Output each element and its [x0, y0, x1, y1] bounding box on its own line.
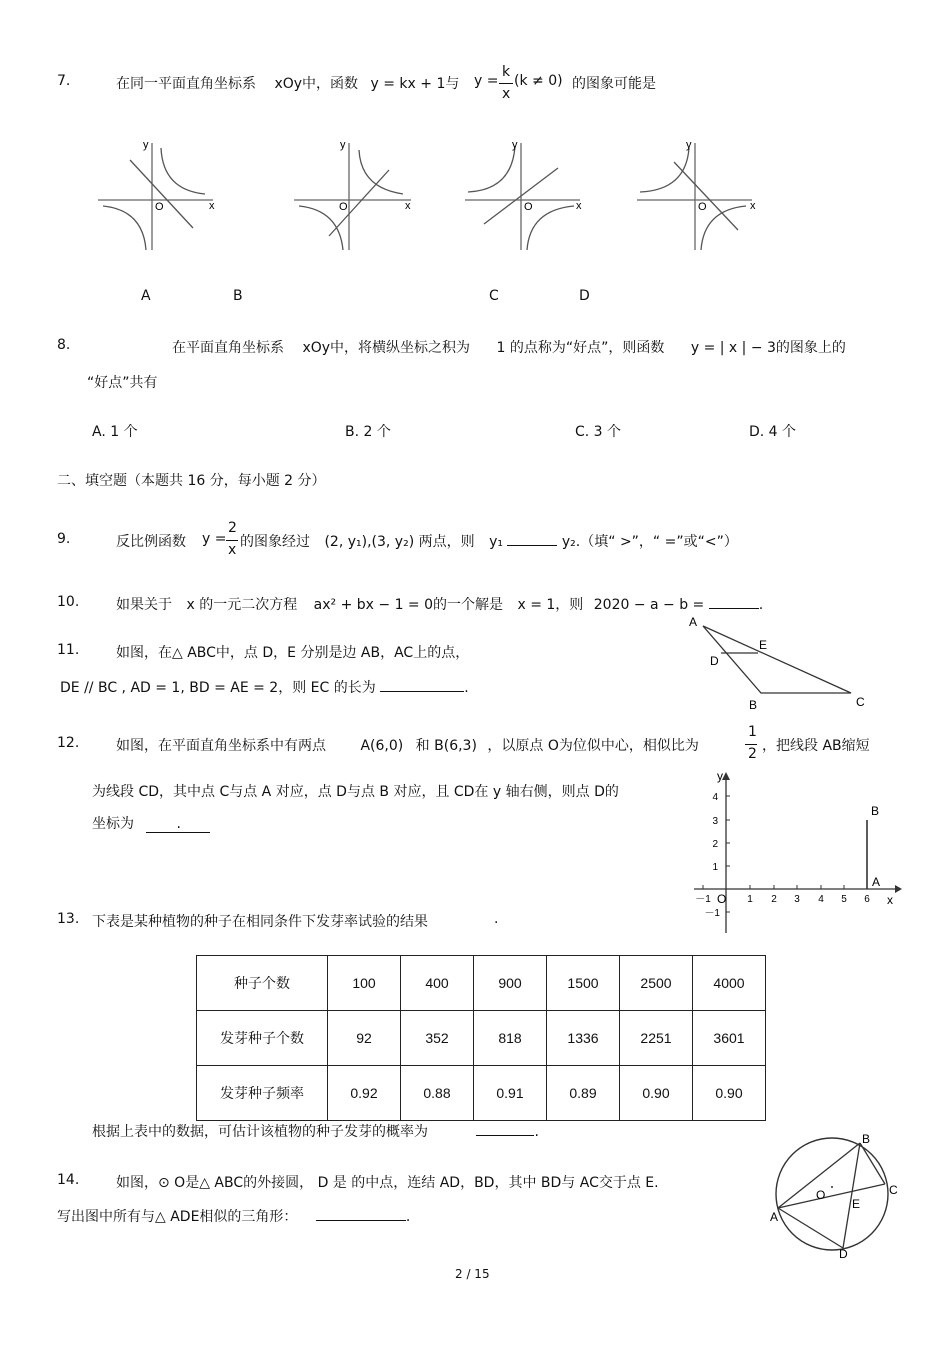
q10-eq: ax² + bx − 1 = 0: [313, 597, 434, 613]
q13-text-end: .: [494, 911, 499, 927]
q10-text-a: 如果关于: [116, 597, 172, 613]
x-axis-label: x: [576, 200, 582, 212]
q10-expr: 2020 − a − b =: [593, 597, 705, 613]
hyperbola-branch: [468, 146, 515, 192]
x-tick-2: 2: [771, 894, 777, 905]
table-cell: 0.88: [401, 1066, 474, 1121]
q14-circle-figure: [765, 1128, 905, 1260]
q12-point-a: A(6,0): [360, 738, 404, 754]
center-dot: [831, 1186, 833, 1188]
segment-bd: [843, 1143, 860, 1248]
table-row: [197, 956, 766, 1011]
q7-option-b: B: [233, 288, 243, 304]
x-tick-6: 6: [864, 894, 870, 905]
q11-line2: [60, 677, 469, 697]
q8-system: xOy: [302, 340, 331, 356]
hyperbola-branch: [161, 148, 205, 194]
table-cell: 0.89: [547, 1066, 620, 1121]
table-cell: 400: [401, 956, 474, 1011]
q7-text-b: 中，函数: [302, 76, 359, 92]
label-c: C: [856, 695, 865, 709]
x-axis-label: x: [209, 200, 215, 212]
point-a-label: A: [872, 875, 881, 889]
q12-line3-text: 坐标为: [92, 816, 134, 832]
q11-answer-blank[interactable]: [380, 691, 464, 692]
q9-points: (2, y₁),(3, y₂): [324, 534, 415, 550]
hyperbola-branch: [527, 206, 574, 250]
point-b-label: B: [871, 804, 880, 818]
q7-text-a: 在同一平面直角坐标系: [116, 76, 256, 92]
origin-label: O: [339, 201, 348, 213]
q10-end: .: [758, 597, 764, 613]
y-tick-4: 4: [712, 792, 718, 803]
table-cell: 92: [328, 1011, 401, 1066]
q9-text-a: 反比例函数: [116, 534, 186, 550]
q9-y1: y₁: [489, 534, 503, 550]
q13-after-text: 根据上表中的数据，可估计该植物的种子发芽的概率为: [92, 1124, 428, 1140]
label-e: E: [852, 1197, 861, 1211]
q12-line3: [92, 813, 210, 833]
q11-end: .: [464, 680, 469, 696]
q8-text-c: 的点称为“好点”，则函数: [509, 340, 665, 356]
hyperbola-branch: [359, 150, 403, 194]
q14-line2-text: 写出图中所有与△ ADE相似的三角形：: [57, 1209, 298, 1225]
q7-f2-bar: [499, 83, 513, 84]
table-cell: 4000: [693, 956, 766, 1011]
label-d: D: [839, 1247, 848, 1260]
q9-text-c: 两点，则: [418, 534, 475, 550]
q7-f2-num: k: [502, 64, 511, 80]
origin-label: O: [698, 201, 707, 213]
segment-bc: [860, 1143, 885, 1184]
y-tick-3: 3: [712, 816, 718, 827]
q12-ratio-num: 1: [748, 724, 757, 740]
table-header-cell: 发芽种子频率: [197, 1066, 328, 1121]
y-axis-label: y: [717, 769, 723, 783]
q9-number: 9.: [57, 531, 71, 547]
x-axis-label: x: [405, 200, 411, 212]
q7-text: [116, 73, 459, 93]
q14-line2: [57, 1206, 410, 1226]
table-cell: 100: [328, 956, 401, 1011]
line-graph: [130, 160, 193, 228]
q13-answer-blank[interactable]: [476, 1135, 534, 1136]
q13-after: [92, 1121, 539, 1141]
q8-choice-a: A. 1 个: [92, 424, 138, 440]
q8-func: y = | x | − 3: [690, 340, 776, 356]
y-tick-neg1: －1: [704, 908, 720, 919]
line-graph: [674, 162, 738, 230]
q10-line: [116, 594, 763, 614]
table-cell: 0.90: [693, 1066, 766, 1121]
q14-answer-blank[interactable]: [316, 1220, 406, 1221]
q12-text-c: ，把线段 AB缩短: [762, 738, 870, 754]
table-cell: 0.92: [328, 1066, 401, 1121]
table-cell: 818: [474, 1011, 547, 1066]
q7-option-a: A: [141, 288, 151, 304]
q8-line2: “好点”共有: [87, 375, 158, 391]
q7-text-d: 的图象可能是: [572, 76, 656, 92]
q9-y2: y₂: [561, 534, 576, 550]
table-cell: 352: [401, 1011, 474, 1066]
x-tick-neg1: －1: [695, 894, 711, 905]
table-row: [197, 1011, 766, 1066]
x-tick-4: 4: [818, 894, 824, 905]
q12-end: .: [176, 816, 181, 832]
q9-rest: [240, 531, 738, 551]
q10-text-b: 的一元二次方程: [199, 597, 298, 613]
q12-point-b: B(6,3): [434, 738, 477, 754]
q9-f-lhs: y =: [202, 531, 227, 547]
y-tick-1: 1: [712, 862, 718, 873]
q7-graph-d: [634, 138, 759, 253]
q12-ratio-den: 2: [748, 746, 757, 762]
hyperbola-branch: [701, 206, 746, 250]
q9-text-b: 的图象经过: [240, 534, 310, 550]
table-cell: 1336: [547, 1011, 620, 1066]
q12-text-b: ，以原点 O为位似中心，相似比为: [487, 738, 699, 754]
q11-line2-text: DE // BC , AD = 1, BD = AE = 2，则 EC 的长为: [60, 680, 376, 696]
q7-graph-a: [95, 138, 220, 253]
table-cell: 2251: [620, 1011, 693, 1066]
q10-var: x: [186, 597, 195, 613]
label-b: B: [862, 1132, 871, 1146]
table-cell: 900: [474, 956, 547, 1011]
origin-label: O: [155, 201, 164, 213]
q13-text: 下表是某种植物的种子在相同条件下发芽率试验的结果: [92, 914, 428, 930]
label-c: C: [889, 1183, 898, 1197]
page-number: 2 / 15: [455, 1267, 490, 1281]
q9-answer-blank[interactable]: [507, 545, 557, 546]
q12-ratio-bar: [745, 744, 757, 745]
q9-f-den: x: [228, 542, 237, 558]
q14-end: .: [405, 1209, 411, 1225]
table-cell: 2500: [620, 956, 693, 1011]
q7-f2-lhs: y =: [474, 73, 499, 89]
label-d: D: [710, 654, 719, 668]
x-axis-label: x: [750, 200, 756, 212]
x-tick-5: 5: [841, 894, 847, 905]
q7-f2-cond: (k ≠ 0): [514, 73, 563, 89]
q7-option-c: C: [489, 288, 499, 304]
label-b: B: [749, 698, 758, 712]
y-axis-label: y: [512, 139, 518, 151]
q12-he: 和: [415, 738, 430, 754]
q9-f-bar: [226, 540, 238, 541]
label-a: A: [689, 615, 698, 629]
y-tick-2: 2: [712, 839, 718, 850]
q10-text-c: 的一个解是: [433, 597, 504, 613]
y-axis-label: y: [143, 139, 149, 151]
q10-text-d: ，则: [555, 597, 584, 613]
q10-sol: x = 1: [517, 597, 556, 613]
label-o: O: [816, 1188, 826, 1202]
x-axis-label: x: [887, 893, 893, 907]
q12-answer-blank[interactable]: [146, 816, 210, 833]
q8-choice-b: B. 2 个: [345, 424, 391, 440]
q8-text-b: 中，将横纵坐标之积为: [330, 340, 471, 356]
q10-number: 10.: [57, 594, 80, 610]
q7-func-1: y = kx + 1: [370, 76, 446, 92]
q14-line1: 如图，⊙ O是△ ABC的外接圆， D 是 的中点，连结 AD，BD，其中 BD与 AC交于点 E.: [116, 1175, 659, 1191]
q8-choice-c: C. 3 个: [575, 424, 622, 440]
q12-line2: 为线段 CD，其中点 C与点 A 对应，点 D与点 B 对应，且 CD在 y 轴右侧，则点 D的: [92, 784, 619, 800]
table-header-cell: 发芽种子个数: [197, 1011, 328, 1066]
q9-text-d: .（填“ >”，“ =”或“<”）: [575, 534, 738, 550]
q10-answer-blank[interactable]: [709, 608, 759, 609]
line-graph: [329, 170, 389, 236]
section-heading: 二、填空题（本题共 16 分，每小题 2 分）: [57, 473, 326, 489]
q7-system: xOy: [274, 76, 303, 92]
table-row: [197, 1066, 766, 1121]
q7-option-d: D: [579, 288, 590, 304]
q13-number: 13.: [57, 911, 80, 927]
q7-f2-den: x: [502, 86, 511, 102]
table-cell: 1500: [547, 956, 620, 1011]
q7-number: 7.: [57, 73, 71, 89]
q8-line1: [172, 337, 846, 357]
x-tick-3: 3: [794, 894, 800, 905]
x-tick-1: 1: [747, 894, 753, 905]
q11-line1: 如图，在△ ABC中，点 D，E 分别是边 AB，AC上的点，: [116, 645, 470, 661]
q9-f-num: 2: [228, 520, 237, 536]
q12-number: 12.: [57, 735, 80, 751]
circle-o: [776, 1138, 888, 1250]
q8-text-a: 在平面直角坐标系: [172, 340, 284, 356]
x-axis-arrow: [895, 885, 902, 893]
label-a: A: [770, 1210, 779, 1224]
q11-triangle-figure: [685, 614, 870, 714]
q12-coordinate-figure: [690, 768, 905, 938]
table-cell: 3601: [693, 1011, 766, 1066]
origin-label: O: [524, 201, 533, 213]
label-e: E: [759, 638, 768, 652]
q8-choice-d: D. 4 个: [749, 424, 797, 440]
table-header-cell: 种子个数: [197, 956, 328, 1011]
q14-number: 14.: [57, 1172, 80, 1188]
q12-text-a: 如图，在平面直角坐标系中有两点: [116, 738, 326, 754]
q13-after-end: .: [534, 1124, 539, 1140]
y-axis-label: y: [686, 139, 692, 151]
q11-number: 11.: [57, 642, 80, 658]
q12-line1: [116, 735, 699, 755]
y-axis-arrow: [722, 772, 730, 780]
hyperbola-branch: [103, 206, 146, 250]
q8-number: 8.: [57, 337, 71, 353]
q7-text-c: 与: [445, 76, 460, 92]
table-cell: 0.91: [474, 1066, 547, 1121]
seed-table: [196, 955, 766, 1121]
q8-one: 1: [496, 340, 506, 356]
q7-graph-c: [462, 138, 587, 253]
y-axis-label: y: [340, 139, 346, 151]
q7-graph-b: [291, 138, 416, 253]
q8-text-d: 的图象上的: [775, 340, 846, 356]
triangle-abc: [703, 626, 851, 693]
table-cell: 0.90: [620, 1066, 693, 1121]
origin-label: O: [717, 892, 727, 906]
